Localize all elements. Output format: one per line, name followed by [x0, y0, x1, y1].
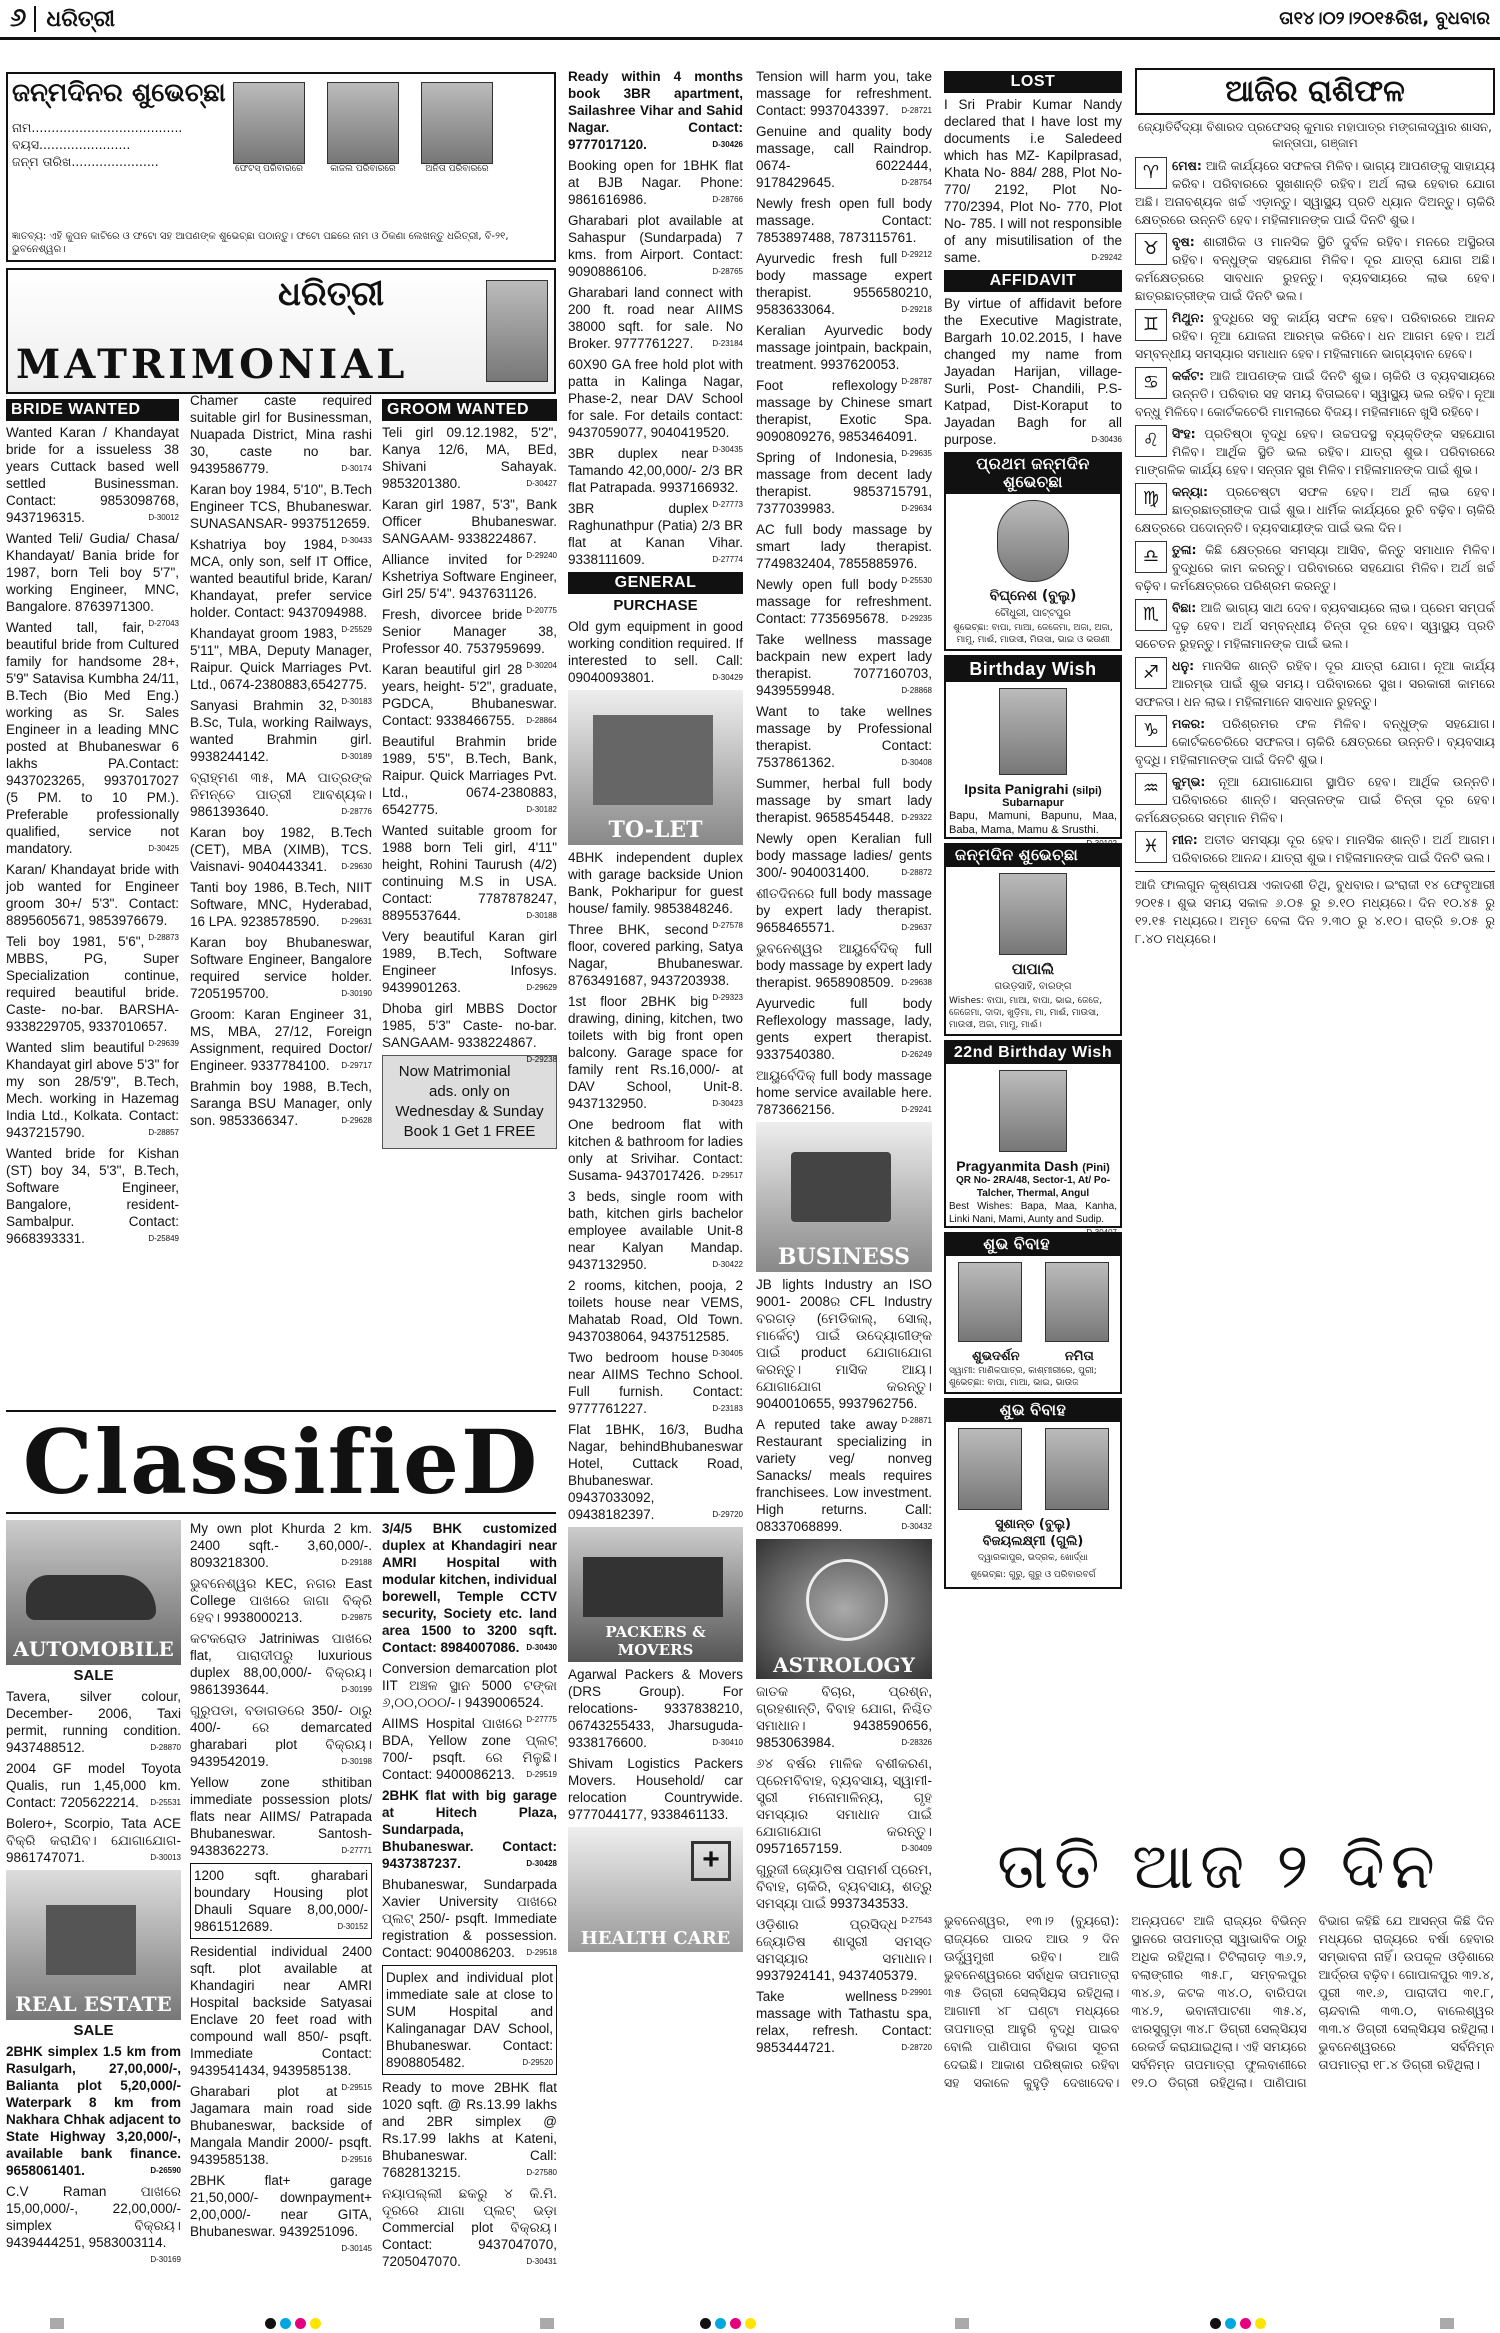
- realestate-image: [6, 1870, 181, 2020]
- first-bday-wishes: ଶୁଭେଚ୍ଛା: ବାପା, ମାଆ, ଜେଜେମା, ଅଜା, ଅଜା, ମାମୁ, ମାଈଁ, ମାଉସୀ, ମିଉସା, ଭାଇ ଓ ଭଉଣୀ: [953, 623, 1113, 645]
- cross-icon: +: [691, 1841, 731, 1881]
- massage-ads: [756, 68, 932, 1118]
- tolet-ad: Three BHK, second floor, covered parking, Satya Nagar, Bhubaneswar. 8763491687, 9437203938. D-29323: [568, 922, 743, 1002]
- matrimonial-ad: Sanyasi Brahmin 32, B.Sc, Tula, working Railways, wanted Brahmin girl. 9938244142. D-30189: [190, 698, 372, 764]
- bday22-head: 22nd Birthday Wish: [946, 1042, 1120, 1064]
- realestate-sale-head: SALE: [73, 2022, 114, 2039]
- massage-ad: ଭୁବନେଶ୍ୱର ଆୟୁର୍ବେଦିକ୍ full body massage by expert lady therapist. 9658908509. D-29638: [756, 941, 932, 990]
- rashi-item: ♎ ତୁଳା: କିଛି କ୍ଷେତ୍ରରେ ସମସ୍ୟା ଆସିବ, କିନ୍ତୁ ସମାଧାନ ମିଳିବ। ବୁଦ୍ଧିରେ କାମ କରନ୍ତୁ। ପରିବାରରେ ସହଯୋଗ ମିଳିବ। ଅର୍ଥ ଖର୍ଚ୍ଚ ବଢ଼ିବ। କର୍ମକ୍ଷେତ୍ରରେ ପରିଶ୍ରମ କରନ୍ତୁ।: [1135, 542, 1495, 593]
- matrimonial-logo: ଧରିତ୍ରୀ: [278, 274, 385, 314]
- property-ad: Residential individual 2400 sqft. plot available at Khandagiri near AMRI Hospital backside Satyasai Enclave 20 feet road with compound wall 850/- psqft. Immediate Contact: 9439541434, 9439585138. D-29515: [190, 1944, 372, 2092]
- massage-ad: Newly open Keralian full body massage ladies/ gents 300/- 9040031400. D-28872: [756, 831, 932, 880]
- property-ad: ନୟାପଲ୍ଲୀ ଛକରୁ ୪ କି.ମି. ଦୂରରେ ଯାଗା ପ୍ଲଟ୍ ଭଡ଼ା Commercial plot ବିକ୍ରୟ। Contact: 9437047070, 7205047070. D-30431: [382, 2186, 557, 2269]
- girl-photo-icon: [999, 1070, 1067, 1152]
- wed2-wishes: ଶୁଭେଚ୍ଛା: ଗୁରୁ, ଗୁରୁ ଓ ପରିବାରବର୍ଗ: [970, 1570, 1096, 1580]
- rashi-item: ♒ କୁମ୍ଭ: ନୂଆ ଯୋଗାଯୋଗ ସ୍ଥାପିତ ହେବ। ଆର୍ଥିକ ଉନ୍ନତି। ପରିବାରରେ ଶାନ୍ତି। ସନ୍ତାନଙ୍କ ପାଇଁ ଚିନ୍ତା ଦୂର ହେବ। କର୍ମକ୍ଷେତ୍ରରେ ସମ୍ମାନ ମିଳିବ।: [1135, 774, 1495, 825]
- bday-wish-wishers: Bapu, Mamuni, Bapunu, Maa, Baba, Mama, Mamu & Srusthi. D-30102: [949, 810, 1117, 848]
- matrimonial-ad: Karan boy 1982, B.Tech (CET), MBA (XIMB), TCS. Vaisnavi- 9040443341. D-29630: [190, 825, 372, 874]
- form-field-name[interactable]: ନାମ......................................: [12, 120, 183, 135]
- groom-ad: Very beautiful Karan girl 1989, B.Tech, Software Engineer Infosys. 9439901263. D-29629: [382, 929, 557, 995]
- rashi-item: ♐ ଧନୁ: ମାନସିକ ଶାନ୍ତି ରହିବ। ଦୂର ଯାତ୍ରା ଯୋଗ। ନୂଆ କାର୍ଯ୍ୟ ଆରମ୍ଭ ପାଇଁ ଶୁଭ ସମୟ। ପରିବାରରେ ସୁଖ। ସରକାରୀ କାମରେ ସଫଳତା। ଧନ ଲାଭ। ମହିଳାମାନେ ସାବଧାନ ରୁହନ୍ତୁ।: [1135, 658, 1495, 709]
- zodiac-sign-icon: ♎: [1135, 541, 1167, 573]
- massage-ad: Newly fresh open full body massage. Contact: 7853897488, 7873115761. D-29212: [756, 196, 932, 259]
- purchase-ad: Old gym equipment in good working condition required. If interested to sell. Call: 09040093801. D-30429: [568, 619, 743, 685]
- lost-head: LOST: [944, 71, 1122, 93]
- realestate-ads: [6, 2043, 181, 2264]
- automobile-ad: Bolero+, Scorpio, Tata ACE ବିକ୍ରି କରାଯିବ। ଯୋଗାଯୋଗ- 9861747071. D-30013: [6, 1816, 181, 1865]
- property-ad: Bhubaneswar, Sundarpada Xavier University ପାଖରେ ପ୍ଲଟ୍ 250/- psqft. Immediate registration & possession. Contact: 9040086203. D-29518: [382, 1877, 557, 1960]
- first-bday-name: ବିଘ୍ନେଶ (ବୁଲୁ): [989, 588, 1077, 604]
- massage-ad: Want to take wellnes massage by Professional therapist. Contact: 7537861362. D-30408: [756, 704, 932, 770]
- automobile-ad: 2004 GF model Toyota Qualis, run 1,45,000 km. Contact: 7205622214. D-25531: [6, 1761, 181, 1810]
- groom-ad: Karan beautiful girl 28 years, height- 5'2", graduate, PGDCA, Bhubaneswar. Contact: 9338466755. D-28864: [382, 662, 557, 728]
- column-6: [944, 68, 1122, 1808]
- rashi-item: ♋ କର୍କଟ: ଆଜି ଆପଣଙ୍କ ପାଇଁ ଦିନଟି ଶୁଭ। ଚାକିରି ଓ ବ୍ୟବସାୟରେ ଉନ୍ନତି। ପରିବାର ସହ ସମୟ ବିତାଇବେ। ସ୍ୱାସ୍ଥ୍ୟ ଭଲ ରହିବ। ନୂଆ ବନ୍ଧୁ ମିଳିବେ। କୋର୍ଟକଚେରି ମାମଲାରେ ବିଜୟ। ମହିଳାମାନେ ଖୁସି ରହିବେ।: [1135, 368, 1495, 419]
- tolet-image: [568, 690, 743, 845]
- affidavit-head: AFFIDAVIT: [944, 270, 1122, 292]
- massage-ad: Ayurvedic full body Reflexology massage, lady, gents expert therapist. 9337540380. D-26249: [756, 996, 932, 1062]
- birthday-box-2: [944, 843, 1122, 1036]
- property-ad: Duplex and individual plot immediate sale at close to SUM Hospital and Kalinganagar DAV School, Bhubaneswar. Contact: 8908805482. D-29520: [382, 1965, 557, 2075]
- zodiac-sign-icon: ♑: [1135, 715, 1167, 747]
- sample-photos: [233, 82, 493, 175]
- business-label: BUSINESS: [777, 1244, 911, 1270]
- packers-ad: Agarwal Packers & Movers (DRS Group). For relocations- 9337838210, 06743255433, Jharsuguda-9338176600. D-30410: [568, 1667, 743, 1750]
- property-ad: 2BHK flat+ garage 21,50,000/- downpayment+ 2,00,000/- near GITA, Bhubaneswar. 9439251096. D-30145: [190, 2173, 372, 2253]
- registration-marks: [0, 2313, 1500, 2333]
- massage-ad: Spring of Indonesia, massage from decent lady therapist. 9853715791, 7377039983. D-29634: [756, 450, 932, 516]
- bride-ads: [6, 424, 179, 1247]
- rashi-item: ♉ ବୃଷ: ଶାରୀରିକ ଓ ମାନସିକ ସ୍ଥିତି ଦୁର୍ବଳ ରହିବ। ମନରେ ଅସ୍ଥିରତା ରହିବ। ବନ୍ଧୁଙ୍କ ସହଯୋଗ ମିଳିବ। ଦୂର ଯାତ୍ରା ଯୋଗ ଅଛି। କର୍ମକ୍ଷେତ୍ରରେ ସାବଧାନ ରୁହନ୍ତୁ। ବ୍ୟବସାୟରେ ଲାଭ ହେବ। ଛାତ୍ରଛାତ୍ରୀଙ୍କ ପାଇଁ ଦିନଟି ଭଲ।: [1135, 234, 1495, 303]
- classified-banner: [6, 1410, 556, 1514]
- wed1-detail: ସ୍ୱାମୀ: ମାଣିକପାତ୍ର, କାଶ୍ମୀରୀରେ, ପୁରୀ; ଶୁଭେଚ୍ଛା: ବାପା, ମାଆ, ଭାଇ, ଭାଉଜ: [949, 1366, 1097, 1388]
- astrology-ad: ଓଡ଼ିଶାର ପ୍ରସିଦ୍ଧ ଜ୍ୟୋତିଷ ଶାସ୍ତ୍ରୀ ସମସ୍ତ ସମସ୍ୟାର ସମାଧାନ। 9937924141, 9437405379. D-29901: [756, 1917, 932, 1997]
- sample-photo-2: କାଜଲ ପରିବାରରେ: [327, 82, 399, 175]
- bride-wanted-head: BRIDE WANTED: [6, 399, 179, 421]
- groom-ad: Teli girl 09.12.1982, 5'2", Kanya 12/6, MA, BEd, Shivani Sahayak. 9853201380. D-30427: [382, 425, 557, 491]
- matrimonial-ad: Groom: Karan Engineer 31, MS, MBA, 27/12, Foreign Assignment, required Doctor/ Engineer. 9337784100. D-29717: [190, 1007, 372, 1073]
- bride-wanted-column: [6, 396, 179, 1406]
- business-ad: A reputed take away Restaurant specializing in variety veg/ nonveg Sanacks/ meals requires franchisees. Low investment. High returns. Call: 08337068899. D-30432: [756, 1417, 932, 1534]
- child-photo-icon: [233, 82, 305, 164]
- massage-ad: Genuine and quality body massage, call Raindrop. 0674- 6022444, 9178429645. D-28754: [756, 124, 932, 190]
- property-ad: ଭୁବନେଶ୍ୱର KEC, ନଗର East College ପାଖରେ ଜାଗା ବିକ୍ରି ହେବ। 9938000213. D-29875: [190, 1576, 372, 1625]
- groom-ads: [382, 424, 557, 1064]
- massage-ad: Take wellness massage backpain new expert lady therapist. 7077160703, 9439559948. D-28868: [756, 632, 932, 698]
- bride-ad: Wanted slim beautiful Khandayat girl above 5'3" for my son 28/5'9", B.Tech, Mech. working in Hazemag India Ltd., Kolkata. Contact: 9437215790. D-28857: [6, 1040, 179, 1140]
- massage-ad: Newly open full body massage for refreshment. Contact: 7735695678. D-29235: [756, 577, 932, 626]
- panjika-footer: ଆଜି ଫାଲଗୁନ କୃଷ୍ଣପକ୍ଷ ଏକାଦଶୀ ତିଥି, ବୁଧବାର। ଇଂରାଜୀ ୧୪ ଫେବୃଆରୀ ୨୦୧୫। ଶୁଭ ସମୟ ସକାଳ ୬.୦୫ ରୁ ୭.୧୦ ମଧ୍ୟରେ। ଦିନ ୧୦.୪୫ ରୁ ୧୨.୧୫ ମଧ୍ୟରେ। ଅମୃତ ବେଳା ଦିନ ୨.୩୦ ରୁ ୪.୧୦। ରାତ୍ରି ୭.୦୫ ରୁ ୮.୪୦ ମଧ୍ୟରେ।: [1135, 871, 1495, 948]
- automobile-ad: Tavera, silver colour, December- 2006, Taxi permit, running condition. 9437488512. D-28870: [6, 1689, 181, 1755]
- bride-photo-icon: [1045, 1428, 1109, 1510]
- lost-notice: I Sri Prabir Kumar Nandy declared that I have lost my documents i.e Saledeed which has MZ- Kapilprasad, Khata No- 884/ 288, Plot No- 770/ 2192, Plot No- 770/2394, Plot No- 770, Plot No- 785. I will not responsible of any misutilisation of the same. D-29242: [944, 97, 1122, 265]
- realestate-label: REAL ESTATE: [15, 1992, 172, 2016]
- birthday-form-note: ଜ୍ଞାତବ୍ୟ: ଏହି କୁପନ କାଟିରେ ଓ ଫଟୋ ସହ ଆପଣଙ୍କ ଶୁଭେଚ୍ଛା ପଠାନ୍ତୁ। ଫଟୋ ପଛରେ ନାମ ଓ ଠିକଣା ଲେଖନ୍ତୁ ଧରିତ୍ରୀ, ବି-୨୧, ଭୁବନେଶ୍ୱର।: [12, 231, 509, 255]
- bday2-head: ଜନ୍ମଦିନ ଶୁଭେଚ୍ଛା: [946, 845, 1120, 867]
- wed2-groom: ସୁଶାନ୍ତ (ବୁଲୁ): [995, 1517, 1071, 1532]
- baby-photo-icon: [997, 500, 1069, 582]
- first-bday-head: ପ୍ରଥମ ଜନ୍ମଦିନ ଶୁଭେଚ୍ଛା: [946, 454, 1120, 494]
- matrimonial-ad: ବ୍ରାହ୍ମଣ ୩୫, MA ପାତ୍ରଙ୍କ ନିମନ୍ତେ ପାତ୍ରୀ ଆବଶ୍ୟକ। 9861393640. D-28776: [190, 770, 372, 819]
- sample-photo-3: ଅନିତା ପରିବାରରେ: [421, 82, 493, 175]
- sample-photo-1: ଫେଟସ୍ ପରିବାରରେ: [233, 82, 305, 175]
- birthday-wish-box: [944, 655, 1122, 848]
- rashi-item: ♊ ମିଥୁନ: ବୁଦ୍ଧିରେ ସବୁ କାର୍ଯ୍ୟ ସଫଳ ହେବ। ପରିବାରରେ ଆନନ୍ଦ ରହିବ। ନୂଆ ଯୋଜନା ଆରମ୍ଭ କରିବେ। ଧନ ଆଗମ ହେବ। ଅର୍ଥ ସମ୍ବନ୍ଧୀୟ ସମସ୍ୟାର ସମାଧାନ ହେବ। ମହିଳାମାନେ ଭାଗ୍ୟବାନ ହେବେ।: [1135, 310, 1495, 361]
- classified-title: ClassifieD: [22, 1410, 540, 1514]
- matrimonial-ad: Chamer caste required suitable girl for Businessman, Nuapada District, Mina rashi 30, caste no bar. 9439586779. D-30174: [190, 393, 372, 476]
- health-ad: Take wellness massage with Tathastu spa, relax, refresh. Contact: 9853444721. D-28720: [756, 1989, 932, 2055]
- classified-column-2: [190, 1520, 372, 2310]
- general-head: GENERAL: [568, 572, 743, 594]
- girl-photo-icon: [327, 82, 399, 164]
- matrimonial-ad: Karan boy Bhubaneswar, Software Engineer, Bangalore required service holder. 7205195700. D-30190: [190, 935, 372, 1001]
- column-4: [568, 68, 743, 2313]
- wedding-box-1: [944, 1232, 1122, 1394]
- automobile-image: [6, 1520, 181, 1665]
- birthday-form-title: ଜନ୍ମଦିନର ଶୁଭେଚ୍ଛା: [12, 78, 226, 108]
- astrology-ad: ୬୪ ବର୍ଷର ମାଳିକ ବଶୀକରଣ, ପ୍ରେମବିବାହ, ବ୍ୟବସାୟ, ସ୍ୱାମୀ-ସ୍ତ୍ରୀ ମନୋମାଳିନ୍ୟ, ଗୃହ ସମସ୍ୟାର ସମାଧାନ ପାଇଁ ଯୋଗାଯୋଗ କରନ୍ତୁ। 09571657159. D-30409: [756, 1756, 932, 1856]
- auto-realestate-column: [6, 1520, 181, 2310]
- bday22-name: Pragyanmita Dash (Pini): [956, 1158, 1110, 1174]
- matrimonial-ad: Khandayat groom 1983, 5'11", MBA, Deputy Manager, Raipur. Quick Marriages Pvt. Ltd., 0674-2380883,6542775. D-30183: [190, 626, 372, 706]
- rashiphala-sub: ଜ୍ୟୋତିର୍ବିଦ୍ୟା ବିଶାରଦ ପ୍ରଫେସର୍ କୁମାର ମହାପାତ୍ର ମଙ୍ଗଳାଦ୍ୱାର ଶାସନ, କାନ୍ତାପା, ଗଞ୍ଜାମ: [1138, 120, 1492, 150]
- purchase-head: PURCHASE: [613, 597, 698, 614]
- zodiac-sign-icon: ♈: [1135, 157, 1167, 189]
- packers-label: PACKERS & MOVERS: [605, 1623, 706, 1659]
- property-ad: 2BHK flat with big garage at Hitech Plaza, Sundarpada, Bhubaneswar. Contact: 9437387237. D-30428: [382, 1788, 557, 1871]
- matrimonial-banner: [6, 268, 556, 394]
- bride-ad: Wanted bride for Kishan (ST) boy 34, 5'3", B.Tech, Software Engineer, Bangalore, resident- Sambalpur. Contact: 9668393331. D-25849: [6, 1146, 179, 1246]
- massage-ad: Tension will harm you, take massage for refreshment. Contact: 9937043397. D-28721: [756, 69, 932, 118]
- bride-figure-icon: [486, 280, 548, 382]
- property-ad: Gharabari plot available at Sahaspur (Sundarpada) 7 kms. from Airport. Contact: 9090886106. D-28765: [568, 213, 743, 279]
- bday-wish-head: Birthday Wish: [946, 657, 1120, 682]
- zodiac-sign-icon: ♌: [1135, 425, 1167, 457]
- rashiphala-head: ଆଜିର ରାଶିଫଳ: [1135, 68, 1495, 115]
- tolet-ad: 2 rooms, kitchen, pooja, 2 toilets house near VEMS, Mahatab Road, Old Town. 9437038064, 9437512585. D-30405: [568, 1278, 743, 1358]
- tolet-label: TO-LET: [608, 817, 703, 843]
- groom-ad: Dhoba girl MBBS Doctor 1985, 5'3" Caste- no-bar. SANGAAM- 9338224867. D-29238: [382, 1001, 557, 1064]
- car-icon: [26, 1575, 156, 1620]
- business-ad: JB lights Industry an ISO 9001- 2008ର CFL Industry ବରଗଡ଼ (ମେଡିକାଲ୍, ସୋଲ୍, ମାର୍କେଟ୍) ପାଇଁ ଉଦ୍ୟୋଗୀଙ୍କ ପାଇଁ product ଯୋଗାଯୋଗ କରନ୍ତୁ। ମାସିକ ଆୟ। ଯୋଗାଯୋଗ କରନ୍ତୁ। 9040010655, 9937962756. D-28871: [756, 1277, 932, 1425]
- property-ad: ଗୁରୁପଡା, ବଡାଗଡରେ 350/- ଠାରୁ 400/- ରେ demarcated gharabari plot ବିକ୍ରୟ। 9439542019. D-30198: [190, 1703, 372, 1769]
- bride-ad: Wanted Teli/ Gudia/ Chasa/ Khandayat/ Bania bride for 1987, born Teli boy 5'7", working Engineer, MNC, Bangalore. 8763971300. D-27043: [6, 531, 179, 628]
- bride-photo-icon: [1045, 1262, 1109, 1342]
- rashi-item: ♌ ସିଂହ: ପ୍ରତିଷ୍ଠା ବୃଦ୍ଧି ହେବ। ଉଚ୍ଚପଦସ୍ଥ ବ୍ୟକ୍ତିଙ୍କ ସହଯୋଗ ମିଳିବ। ଆର୍ଥିକ ସ୍ଥିତି ଭଲ ରହିବ। ଯାତ୍ରା ଶୁଭ। ପରିବାରରେ ମାଙ୍ଗଳିକ କାର୍ଯ୍ୟ ହେବ। ସନ୍ତାନ ସୁଖ ମିଳିବ। ମହିଳାମାନଙ୍କ ପାଇଁ ଶୁଭ।: [1135, 426, 1495, 477]
- rashiphala-column: [1135, 68, 1495, 1803]
- property-ad: Ready within 4 months book 3BR apartment, Sailashree Vihar and Sahid Nagar. Contact: 9777017120. D-30426: [568, 69, 743, 152]
- child-photo-icon: [999, 873, 1067, 955]
- girl-photo-icon: [999, 688, 1067, 775]
- zodiac-sign-icon: ♉: [1135, 233, 1167, 265]
- bride-ad: Wanted Karan / Khandayat bride for a issueless 38 years Cuttack based well settled Businessman. Contact: 9853098768, 9437196315. D-30012: [6, 425, 179, 525]
- zodiac-wheel-icon: [806, 1559, 888, 1641]
- tolet-ads: [568, 849, 743, 1523]
- property-ads: [568, 68, 743, 568]
- zodiac-sign-icon: ♓: [1135, 831, 1167, 863]
- birthday-form: [6, 72, 556, 262]
- briefcase-icon: [791, 1152, 891, 1222]
- tati-headline: ତାତି ଆଜ ୨ ଦିନ: [997, 1830, 1441, 1904]
- zodiac-sign-icon: ♋: [1135, 367, 1167, 399]
- wed1-head: ଶୁଭ ବିବାହ: [946, 1234, 1120, 1256]
- matrimonial-ad: Tanti boy 1986, B.Tech, NIIT Software, MNC, Hyderabad, 16 LPA. 9238578590. D-29631: [190, 880, 372, 929]
- tolet-ad: Two bedroom house near AIIMS Techno School. Full furnish. Contact: 9777761227. D-23183: [568, 1350, 743, 1416]
- house-icon: [46, 1905, 136, 1975]
- zodiac-sign-icon: ♏: [1135, 599, 1167, 631]
- matrimonial-title: MATRIMONIAL: [16, 341, 409, 388]
- header-left: [10, 3, 115, 34]
- packers-ads: [568, 1666, 743, 1823]
- wed2-place: ଦ୍ୱାରକାପୁର, ଭଦ୍ରକ, ଖୋର୍ଦ୍ଧା: [978, 1553, 1088, 1563]
- astrology-ad: ଜାତକ ବିଚାର, ପ୍ରଶ୍ନ, ଗ୍ରହଶାନ୍ତି, ବିବାହ ଯୋଗ, ନିଶ୍ଚିତ ସମାଧାନ। 9438590656, 9853063984. D-28326: [756, 1684, 932, 1750]
- wedding-box-2: [944, 1398, 1122, 1589]
- property-ad: 3BR duplex near Tamando 42,00,000/- 2/3 BR flat Patrapada. 9937166932. D-27773: [568, 446, 743, 509]
- massage-ad: Foot reflexology massage by Chinese smart therapist, Exotic Spa. 9090809276, 9853464091. D-29635: [756, 378, 932, 458]
- massage-ad: ଶୀତଦିନରେ full body massage by expert lady therapist. 9658465571. D-29637: [756, 886, 932, 935]
- matrimonial-ad: Brahmin boy 1988, B.Tech, Saranga BSU Manager, only son. 9853366347. D-29628: [190, 1079, 372, 1128]
- property-ad: Gharabari plot at Jagamara main road side Bhubaneswar, backside of Mangala Mandir 2000/- psqft. 9439585138. D-29516: [190, 2084, 372, 2167]
- matrimonial-promo: Now Matrimonial ads. only on Wednesday & Sunday Book 1 Get 1 FREE: [382, 1055, 557, 1149]
- massage-ad: ଆୟୁର୍ବେଦିକ୍ full body massage home service available here. 7873662156. D-29241: [756, 1068, 932, 1117]
- rashi-item: ♑ ମକର: ପରିଶ୍ରମର ଫଳ ମିଳିବ। ବନ୍ଧୁଙ୍କ ସହଯୋଗ। କୋର୍ଟକଚେରିରେ ସଫଳତା। ଚାକିରି କ୍ଷେତ୍ରରେ ଉନ୍ନତି। ବ୍ୟବସାୟ ବୃଦ୍ଧି। ମହିଳାମାନଙ୍କ ପାଇଁ ଦିନଟି ଶୁଭ।: [1135, 716, 1495, 767]
- groom-ad: Beautiful Brahmin bride 1989, 5'5", B.Tech, Bank, Raipur. Quick Marriages Pvt. Ltd., 0674-2380883, 6542775. D-30182: [382, 734, 557, 817]
- tolet-ad: Flat 1BHK, 16/3, Budha Nagar, behindBhubaneswar Hotel, Cuttack Road, Bhubaneswar. 09437033092, 09438182397. D-29720: [568, 1422, 743, 1522]
- massage-ad: Keralian Ayurvedic body massage jointpain, backpain, treatment. 9937620053. D-28787: [756, 323, 932, 386]
- birthday-22-box: [944, 1040, 1122, 1237]
- property-ad: Conversion demarcation plot IIT ଅଞ୍ଚଳ ସ୍ଥାନ 5000 ଟଙ୍କା ୬,୦୦,୦୦୦/-। 9439006524. D-27775: [382, 1661, 557, 1724]
- groom-ad: Wanted suitable groom for 1988 born Teli girl, 4'11" height, Rohini Taurush (4/2) continuing M.S in USA. Contact: 7787878247, 8895537644. D-30188: [382, 823, 557, 923]
- groom-ad: Fresh, divorcee bride Senior Manager 38, Professor 40. 7537959699. D-30204: [382, 607, 557, 670]
- wed1-names: ଶୁଭଦର୍ଶନ ନମିତା: [972, 1349, 1094, 1364]
- page-number: ୬: [10, 3, 27, 33]
- bride-ad: Wanted tall, fair, beautiful bride from Cultured family for handsome 28+, 5'9" Satavisa Kumbha 24/11, B.Tech (Bio Med Eng.) working as Sr. Sales Engineer in a leading MNC posted at Bhubaneswar 6 lakhs PA.Contact: 9437023265, 9937017027 (5 PM. to 10 PM.). Preferable professionally qualified, service not mandatory. D-30425: [6, 620, 179, 856]
- girl-photo-icon: [421, 82, 493, 164]
- column-5: [756, 68, 932, 2313]
- property-ad: 60X90 GA free hold plot with patta in Kalinga Nagar, Phase-2, near DAV School for sale. For details contact: 9437059077, 9040419520. D-30435: [568, 357, 743, 454]
- classified-ads-3: [382, 1520, 557, 2270]
- building-icon: [593, 715, 713, 805]
- rashi-item: ♈ ମେଷ: ଆଜି କାର୍ଯ୍ୟରେ ସଫଳତା ମିଳିବ। ଭାଗ୍ୟ ଆପଣଙ୍କୁ ସାହାଯ୍ୟ କରିବ। ପରିବାରରେ ସୁଖଶାନ୍ତି ରହିବ। ଅର୍ଥ ଲାଭ ହେବାର ଯୋଗ ଅଛି। ଅନାବଶ୍ୟକ ଖର୍ଚ୍ଚ ଏଡ଼ାନ୍ତୁ। ସ୍ୱାସ୍ଥ୍ୟ ପ୍ରତି ଧ୍ୟାନ ଦିଅନ୍ତୁ। ଚାକିରି କ୍ଷେତ୍ରରେ ଉନ୍ନତି ହେବ। ମହିଳାମାନଙ୍କ ପାଇଁ ଦିନଟି ଶୁଭ।: [1135, 158, 1495, 227]
- rashi-item: ♓ ମୀନ: ଅତୀତ ସମସ୍ୟା ଦୂର ହେବ। ମାନସିକ ଶାନ୍ତି। ଅର୍ଥ ଆଗମ। ପରିବାରରେ ଆନନ୍ଦ। ଯାତ୍ରା ଶୁଭ। ମହିଳାମାନଙ୍କ ପାଇଁ ଦିନଟି ଭଲ।: [1135, 831, 1495, 867]
- property-ad: କଟକରୋଡ Jatriniwas ପାଖରେ flat, ପାରାଦୀପରୁ luxurious duplex 88,00,000/- ବିକ୍ରୟ। 9861393644. D-30199: [190, 1631, 372, 1697]
- groom-wanted-head: GROOM WANTED: [382, 399, 557, 421]
- zodiac-sign-icon: ♐: [1135, 657, 1167, 689]
- astrology-label: ASTROLOGY: [773, 1653, 915, 1677]
- mid-ads: [190, 392, 372, 1129]
- truck-icon: [583, 1557, 723, 1617]
- property-ad: My own plot Khurda 2 km. 2400 sqft.- 3,60,000/-. 8093218300. D-29188: [190, 1521, 372, 1570]
- bday22-wishers: Best Wishes: Bapa, Maa, Kanha, Linki Nani, Mami, Aunty and Sudip. D-30407: [949, 1201, 1117, 1237]
- massage-ad: Ayurvedic fresh full body massage expert therapist. 9556580210, 9583633064. D-29218: [756, 251, 932, 317]
- groom-ad: Karan girl 1987, 5'3", Bank Officer Bhubaneswar. SANGAAM- 9338224867. D-29240: [382, 497, 557, 560]
- packers-ad: Shivam Logistics Packers Movers. Household/ car relocation Countrywide. 9777044177, 9338461133.: [568, 1756, 743, 1822]
- bday2-wishes: Wishes: ବାପା, ମାଆ, ବାପା, ଭାଇ, ଜେଜେ, ଜେଜେମା, ଦାଦା, ଖୁଡ଼ିମା, ମା, ମାଈଁ, ମାଉସା, ମାଉସୀ, ଅଜା, ମାମୁ, ମାଈଁ।: [949, 996, 1102, 1030]
- automobile-sale-head: SALE: [73, 1667, 114, 1684]
- packers-image: [568, 1527, 743, 1662]
- property-ad: 3/4/5 BHK customized duplex at Khandagiri near AMRI Hospital with modular kitchen, individual borewell, Temple CCTV security, Society etc. land area 1500 to 3200 sqft. Contact: 8984007086. D-30430: [382, 1521, 557, 1655]
- property-ad: Gharabari land connect with 200 ft. road near AIIMS 38000 sqft. for sale. No Broker. 9777761227. D-23184: [568, 285, 743, 351]
- rashi-item: ♏ ବିଛା: ଆଜି ଭାଗ୍ୟ ସାଥ ଦେବ। ବ୍ୟବସାୟରେ ଲାଭ। ପ୍ରେମ ସମ୍ପର୍କ ଦୃଢ଼ ହେବ। ଅର୍ଥ ସମ୍ବନ୍ଧୀୟ ଚିନ୍ତା ଦୂର ହେବ। ସ୍ୱାସ୍ଥ୍ୟ ପ୍ରତି ସଚେତନ ରୁହନ୍ତୁ। ମହିଳାମାନଙ୍କ ପାଇଁ ଭଲ।: [1135, 600, 1495, 651]
- classified-column-3: [382, 1520, 557, 2310]
- matrimonial-ad: Kshatriya boy 1984, MCA, only son, self IT Office, wanted beautiful bride, Karan/ Khandayat, prefer service holder. Contact: 9437094988. D-25529: [190, 537, 372, 634]
- bday-wish-name: Ipsita Panigrahi (silpi): [964, 781, 1102, 797]
- tolet-ad: 4BHK independent duplex with garage backside Union Bank, Pokharipur for guest house/ family. 9853848246. D-27578: [568, 850, 743, 930]
- affidavit-notice: By virtue of affidavit before the Executive Magistrate, Bargarh 10.02.2015, I have changed my name from Jayadan Harijan, village- Surli, Post- Chandili, P.S- Katpad, Dist-Koraput to Jayadan Bagh for all purpose. D-30436: [944, 296, 1122, 447]
- tolet-ad: 3 beds, single room with bath, kitchen girls bachelor employee available Unit-8 near Kalyan Mandap. 9437132950. D-30422: [568, 1189, 743, 1272]
- bride-ad: Karan/ Khandayat bride with job wanted for Engineer groom 30+/ 5'3". Contact: 8895605671, 9853976679. D-28873: [6, 862, 179, 942]
- form-field-age[interactable]: ବୟସ.......................: [12, 137, 131, 152]
- first-bday-place: ଚୌଧୁରୀ, ପାଟ୍ଟପୁର: [995, 608, 1071, 619]
- bday-wish-place: Subarnapur: [1002, 797, 1064, 809]
- classified-ads-2: [190, 1520, 372, 2253]
- tolet-ad: 1st floor 2BHK big drawing, dining, kitchen, two toilets with big front open balcony. Garage space for family rent Rs.16,000/- at DAV School, Unit-8. 9437132950. D-30423: [568, 994, 743, 1111]
- dateline: ତା୧୪।୦୨।୨୦୧୫ରିଖ, ବୁଧବାର: [1279, 8, 1490, 29]
- massage-ad: Summer, herbal full body massage by smart lady therapist. 9658545448. D-29322: [756, 776, 932, 825]
- rashi-item: ♍ କନ୍ୟା: ପ୍ରଚେଷ୍ଟା ସଫଳ ହେବ। ଅର୍ଥ ଲାଭ ହେବ। ଛାତ୍ରଛାତ୍ରୀଙ୍କ ପାଇଁ ଶୁଭ। ଧାର୍ମିକ କାର୍ଯ୍ୟରେ ରୁଚି ବଢ଼ିବ। ଚାକିରି କ୍ଷେତ୍ରରେ ପଦୋନ୍ନତି। ବ୍ୟବସାୟୀଙ୍କ ପାଇଁ ଭଲ ଦିନ।: [1135, 484, 1495, 535]
- property-ad: Yellow zone sthitiban immediate possession plots/ flats near AIIMS/ Patrapada Bhubaneswar. Santosh- 9438362273. D-27771: [190, 1775, 372, 1858]
- matrimonial-mid-column: [190, 392, 372, 1402]
- form-field-dob[interactable]: ଜନ୍ମ ତାରିଖ......................: [12, 154, 159, 169]
- matrimonial-ad: Karan boy 1984, 5'10", B.Tech Engineer TCS, Bhubaneswar. SUNASANSAR- 9937512659. D-30433: [190, 482, 372, 545]
- groom-wanted-column: [382, 396, 557, 1406]
- page-header: [0, 0, 1500, 40]
- massage-ad: AC full body massage by smart lady therapist. 7749832404, 7855885976. D-25530: [756, 522, 932, 585]
- groom-photo-icon: [958, 1428, 1022, 1510]
- wed2-head: ଶୁଭ ବିବାହ: [946, 1400, 1120, 1422]
- business-ads: [756, 1276, 932, 1535]
- masthead: ଧରିତ୍ରୀ: [46, 5, 116, 32]
- first-birthday-box: [944, 452, 1122, 651]
- tati-body: ଭୁବନେଶ୍ୱର, ୧୩।୨ (ବ୍ୟୁରୋ): ରାଜ୍ୟରେ ପାରଦ ଆଉ ୨ ଦିନ ଊର୍ଦ୍ଧ୍ୱମୁଖୀ ରହିବ। ଆଜି ଭୁବନେଶ୍ୱରରେ ସର୍ବାଧିକ ତାପମାତ୍ରା ୩୫ ଡିଗ୍ରୀ ସେଲ୍ସିୟସ ରହିଥିଲା। ଆଗାମୀ ୪୮ ଘଣ୍ଟା ମଧ୍ୟରେ ତାପମାତ୍ରା ଆହୁରି ବୃଦ୍ଧି ପାଇବ ବୋଲି ପାଣିପାଗ ବିଭାଗ ସୂଚନା ଦେଇଛି। ଆକାଶ ପରିଷ୍କାର ରହିବା ସହ ସକାଳେ କୁହୁଡ଼ି ଦେଖାଦେବ। ଅନ୍ୟପଟେ ଆଜି ରାଜ୍ୟର ବିଭିନ୍ନ ସ୍ଥାନରେ ତାପମାତ୍ରା ସ୍ୱାଭାବିକ ଠାରୁ ଅଧିକ ରହିଥିଲା। ଟିଟିଲାଗଡ଼ ୩୬.୨, ବଲାଙ୍ଗୀର ୩୫.୮, ସମ୍ବଲପୁର ୩୪.୬, କଟକ ୩୪.୦, ବାରିପଦା ୩୪.୨, ଭବାନୀପାଟଣା ୩୫.୪, ଝାରସୁଗୁଡ଼ା ୩୪.୮ ଡିଗ୍ରୀ ସେଲ୍ସିୟସ ରେକର୍ଡ କରାଯାଇଥିଲା। ଏହି ସମୟରେ ସର୍ବନିମ୍ନ ତାପମାତ୍ରା ଫୁଲବାଣୀରେ ୧୨.୦ ଡିଗ୍ରୀ ରହିଥିଲା। ପାଣିପାଗ ବିଭାଗ କହିଛି ଯେ ଆସନ୍ତା କିଛି ଦିନ ମଧ୍ୟରେ ରାଜ୍ୟରେ ବର୍ଷା ହେବାର ସମ୍ଭାବନା ନାହିଁ। ଉପକୂଳ ଓଡ଼ିଶାରେ ଆର୍ଦ୍ରତା ବଢ଼ିବ। ଗୋପାଳପୁର ୩୨.୪, ପୁରୀ ୩୧.୬, ପାରାଦୀପ ୩୧.୮, ଚାନ୍ଦବାଲି ୩୩.୦, ବାଲେଶ୍ୱର ୩୩.୪ ଡିଗ୍ରୀ ସେଲ୍ସିୟସ ରହିଥିଲା। ଭୁବନେଶ୍ୱରରେ ସର୍ବନିମ୍ନ ତାପମାତ୍ରା ୧୮.୪ ଡିଗ୍ରୀ ରହିଥିଲା।: [944, 1913, 1494, 2090]
- automobile-label: AUTOMOBILE: [13, 1637, 174, 1661]
- astrology-ad: ଗୁରୁଜୀ ଜ୍ୟୋତିଷ ପରାମର୍ଶ ପ୍ରେମ, ବିବାହ, ଚାକିରି, ବ୍ୟବସାୟ, ଶତ୍ରୁ ସମସ୍ୟା ପାଇଁ 9937343533. D-27543: [756, 1862, 932, 1925]
- astrology-image: [756, 1539, 932, 1679]
- groom-photo-icon: [958, 1262, 1022, 1342]
- zodiac-sign-icon: ♒: [1135, 773, 1167, 805]
- tolet-ad: One bedroom flat with kitchen & bathroom for ladies only at Srivihar. Contact: Susama- 9437017426. D-29517: [568, 1117, 743, 1183]
- property-ad: Ready to move 2BHK flat 1020 sqft. @ Rs.13.99 lakhs and 2BR simplex @ Rs.17.99 lakhs at Kateni, Bhubaneswar. Call: 7682813215. D-27580: [382, 2080, 557, 2180]
- property-ad: 1200 sqft. gharabari boundary Housing plot Dhauli Square 8,00,000/- 9861512689. D-30152: [190, 1863, 372, 1939]
- property-ad: AIIMS Hospital ପାଖରେ BDA, Yellow zone ପ୍ଲଟ୍ 700/- psqft. ରେ ମିଳୁଛି। Contact: 9400086213. D-29519: [382, 1716, 557, 1782]
- healthcare-label: HEALTH CARE: [580, 1928, 731, 1949]
- realestate-ad: C.V Raman ପାଖରେ 15,00,000/-, 22,00,000/- simplex ବିକ୍ରୟ। 9439444251, 9583003114. D-30169: [6, 2184, 181, 2264]
- automobile-ads: [6, 1688, 181, 1866]
- property-ad: 3BR duplex Raghunathpur (Patia) 2/3 BR flat at Kanan Vihar. 9338111609. D-27774: [568, 501, 743, 567]
- left-block: [6, 72, 556, 394]
- healthcare-image: [568, 1827, 743, 1952]
- bday2-place: ଗଉଡ଼ସାହି, ବାରଙ୍ଗ: [994, 981, 1072, 992]
- astrology-ads: [756, 1683, 932, 1997]
- bride-ad: Teli boy 1981, 5'6", MBBS, PG, Super Specialization continue, required beautiful bride. Caste- no-bar. BARSHA- 9338229705, 9337010657. D-29639: [6, 934, 179, 1048]
- zodiac-sign-icon: ♊: [1135, 309, 1167, 341]
- business-image: [756, 1122, 932, 1272]
- groom-ad: Alliance invited for Kshetriya Software Engineer, Girl 25/ 5'4". 9437631126. D-20775: [382, 552, 557, 615]
- wed2-bride: ବିଜୟଲକ୍ଷ୍ମୀ (ଗୁଲି): [982, 1534, 1084, 1549]
- bday22-addr: QR No- 2RA/48, Sector-1, At/ Po- Talcher, Thermal, Angul: [955, 1175, 1111, 1199]
- property-ad: Booking open for 1BHK flat at BJB Nagar. Phone: 9861616986. D-28766: [568, 158, 743, 207]
- tati-article: [944, 1830, 1494, 2310]
- rashi-list: [1135, 157, 1495, 867]
- bday2-name: ପାପାଲି: [1011, 960, 1055, 978]
- zodiac-sign-icon: ♍: [1135, 483, 1167, 515]
- realestate-ad: 2BHK simplex 1.5 km from Rasulgarh, 27,00,000/-, Balianta plot 5,20,000/- Waterpark 8 km from Nakhara Chhak adjacent to State Highway 3,20,000/-, available bank finance. 9658061401. D-26590: [6, 2044, 181, 2178]
